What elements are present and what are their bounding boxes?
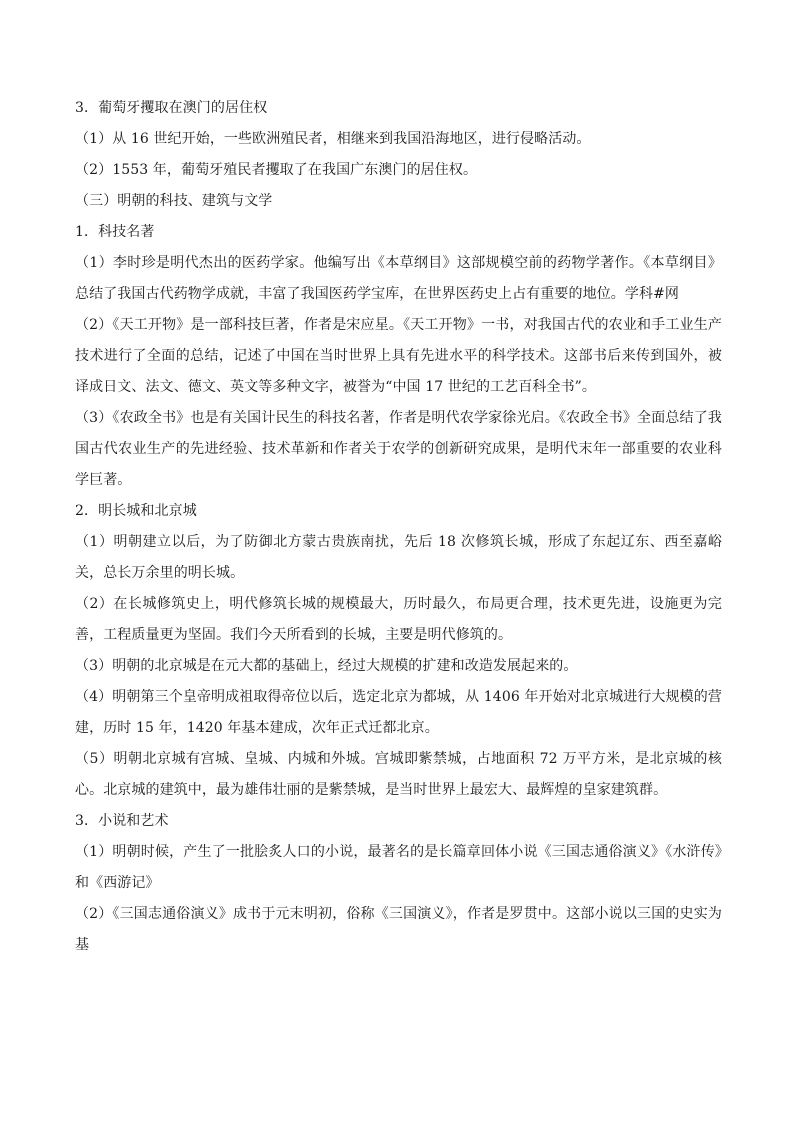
document-page (75, 93, 722, 961)
paragraph: （2）在长城修筑史上，明代修筑长城的规模最大，历时最久，布局更合理，技术更先进，设施更为完善，工程质量更为坚固。我们今天所看到的长城，主要是明代修筑的。 (75, 596, 722, 643)
paragraph: （1）明朝建立以后，为了防御北方蒙古贵族南扰，先后 18 次修筑长城，形成了东起辽东、西至嘉峪关，总长万余里的明长城。 (75, 534, 722, 581)
paragraph: （5）明朝北京城有宫城、皇城、内城和外城。宫城即紫禁城，占地面积 72 万平方米，是北京城的核心。北京城的建筑中，最为雄伟壮丽的是紫禁城，是当时世界上最宏大、最辉煌的皇家建筑群。 (75, 751, 722, 798)
subheading-novels-art: 3．小说和艺术 (75, 813, 169, 829)
subheading-science-works: 1．科技名著 (75, 224, 155, 240)
paragraph: （3）《农政全书》也是有关国计民生的科技名著，作者是明代农学家徐光启。《农政全书》全面总结了我国古代农业生产的先进经验、技术革新和作者关于农学的创新研究成果，是明代末年一部重要的农业科学巨著。 (75, 410, 722, 488)
paragraph: （1）李时珍是明代杰出的医药学家。他编写出《本草纲目》这部规模空前的药物学著作。《本草纲目》总结了我国古代药物学成就，丰富了我国医药学宝库，在世界医药史上占有重要的地位。学科#网 (75, 255, 722, 302)
subheading-great-wall-beijing: 2．明长城和北京城 (75, 503, 197, 519)
paragraph: （1）从 16 世纪开始，一些欧洲殖民者，相继来到我国沿海地区，进行侵略活动。 (75, 131, 591, 147)
section-heading-macau: 3．葡萄牙攫取在澳门的居住权 (75, 100, 268, 116)
paragraph: （2）《天工开物》是一部科技巨著，作者是宋应星。《天工开物》一书，对我国古代的农业和手工业生产技术进行了全面的总结，记述了中国在当时世界上具有先进水平的科学技术。这部书后来传到国外，被译成日文、法文、德文、英文等多种文字，被誉为“中国 17 世纪的工艺百科全书”。 (75, 317, 722, 395)
section-heading-ming-science: （三）明朝的科技、建筑与文学 (75, 193, 273, 209)
paragraph: （2）《三国志通俗演义》成书于元末明初，俗称《三国演义》，作者是罗贯中。这部小说以三国的史实为基 (75, 906, 722, 953)
paragraph: （3）明朝的北京城是在元大都的基础上，经过大规模的扩建和改造发展起来的。 (75, 658, 578, 674)
paragraph: （1）明朝时候，产生了一批脍炙人口的小说，最著名的是长篇章回体小说《三国志通俗演义》《水浒传》和《西游记》 (75, 844, 722, 891)
paragraph: （2）1553 年，葡萄牙殖民者攫取了在我国广东澳门的居住权。 (75, 162, 478, 178)
paragraph: （4）明朝第三个皇帝明成祖取得帝位以后，选定北京为都城，从 1406 年开始对北京城进行大规模的营建，历时 15 年，1420 年基本建成，次年正式迁都北京。 (75, 689, 722, 736)
